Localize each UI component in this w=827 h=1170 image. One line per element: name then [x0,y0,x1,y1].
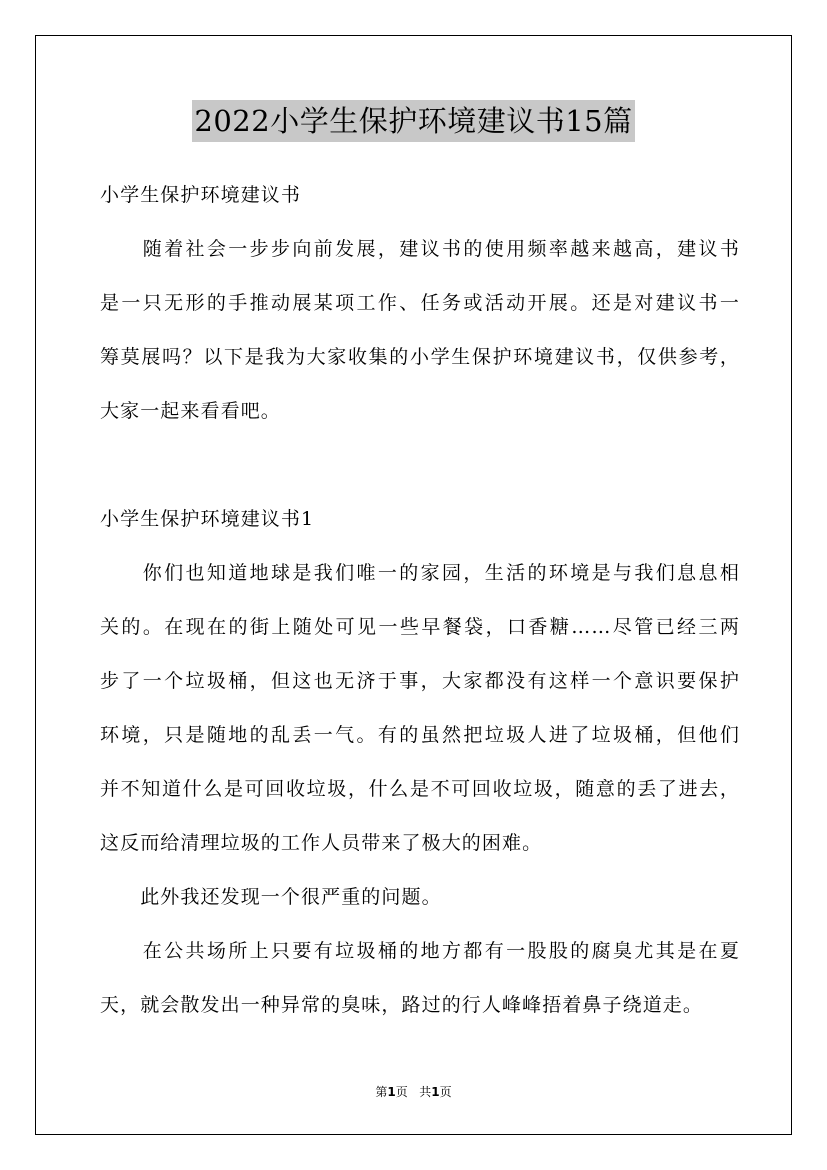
body-line: 关的。在现在的街上随处可见一些早餐袋，口香糖……尽管已经三两 [100,616,740,638]
page-prefix: 第 [375,1085,388,1099]
document-title: 2022小学生保护环境建议书15篇 [192,100,634,142]
total-pages: 1 [431,1085,440,1099]
page-number: 1 [387,1085,396,1099]
intro-line: 筹莫展吗？以下是我为大家收集的小学生保护环境建议书，仅供参考， [100,346,740,368]
intro-line: 大家一起来看看吧。 [100,400,281,422]
page-suffix: 页 [395,1085,408,1099]
intro-line: 是一只无形的手推动展某项工作、任务或活动开展。还是对建议书一 [100,292,740,314]
body-line: 你们也知道地球是我们唯一的家园，生活的环境是与我们息息相 [100,562,740,584]
title-container [0,100,827,142]
page-footer [0,1084,827,1100]
body-line: 步了一个垃圾桶，但这也无济于事，大家都没有这样一个意识要保护 [100,670,740,692]
total-suffix: 页 [439,1085,452,1099]
section-heading: 小学生保护环境建议书1 [100,508,315,530]
body-line: 在公共场所上只要有垃圾桶的地方都有一股股的腐臭尤其是在夏 [100,940,740,962]
body-line: 天，就会散发出一种异常的臭味，路过的行人峰峰捂着鼻子绕道走。 [100,994,704,1016]
body-line: 环境，只是随地的乱丢一气。有的虽然把垃圾人进了垃圾桶，但他们 [100,724,740,746]
total-prefix: 共 [419,1085,432,1099]
body-line: 并不知道什么是可回收垃圾，什么是不可回收垃圾，随意的丢了进去， [100,778,740,800]
document-subtitle: 小学生保护环境建议书 [100,184,302,206]
body-line: 此外我还发现一个很严重的问题。 [100,886,442,908]
intro-line: 随着社会一步步向前发展，建议书的使用频率越来越高，建议书 [100,238,740,260]
body-line: 这反而给清理垃圾的工作人员带来了极大的困难。 [100,832,543,854]
